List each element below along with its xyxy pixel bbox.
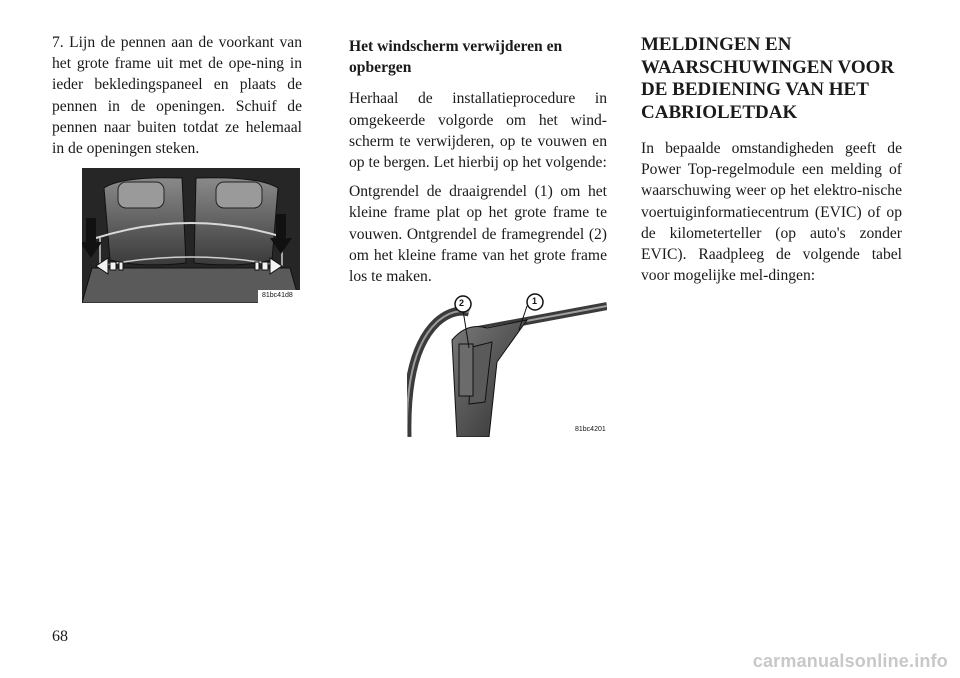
- frame-latch-figure: [407, 292, 607, 437]
- paragraph: In bepaalde omstandigheden geeft de Power Top-regelmodule een melding of waarschuwing weer op het elektro-nische voertuiginformatiecentrum (EVIC) of op de kilometerteller (op auto's zonder EVIC). Raadpleeg de volgende tabel voor mogelijke mel-dingen:: [641, 140, 902, 285]
- page-number: 68: [52, 628, 68, 645]
- section-heading: MELDINGEN EN WAARSCHUWINGEN VOOR DE BEDIENING VAN HET CABRIOLETDAK: [641, 34, 895, 123]
- rear-seat-windscreen-figure: [82, 168, 300, 303]
- figure-code: 81bc41d8: [262, 292, 293, 299]
- subheading: Het windscherm verwijderen en opbergen: [349, 38, 563, 77]
- rear-seat-illustration: [82, 168, 300, 303]
- step-7-text: 7. Lijn de pennen aan de voorkant van het grote frame uit met de ope-ning in ieder bekledingspaneel en plaats de pennen in de openingen. Schuif de pennen naar buiten totdat ze helemaal in de openingen steken.: [52, 34, 302, 158]
- paragraph: Ontgrendel de draaigrendel (1) om het kleine frame plat op het grote frame te vouwen. Ontgrendel de framegrendel (2) om het kleine frame van het grote frame los te maken.: [349, 183, 607, 286]
- middle-column: [349, 32, 607, 295]
- paragraph: Herhaal de installatieprocedure in omgekeerde volgorde om het wind-scherm te verwijderen, op te vouwen en op te bergen. Let hierbij op het volgende:: [349, 90, 607, 172]
- right-column: [641, 32, 902, 294]
- frame-latch-illustration: [407, 292, 607, 437]
- callout-2-label: 2: [459, 298, 465, 308]
- figure-code: 81bc4201: [575, 426, 606, 433]
- callout-1-label: 1: [532, 296, 538, 306]
- watermark: carmanualsonline.info: [752, 651, 948, 671]
- left-column: [52, 32, 302, 167]
